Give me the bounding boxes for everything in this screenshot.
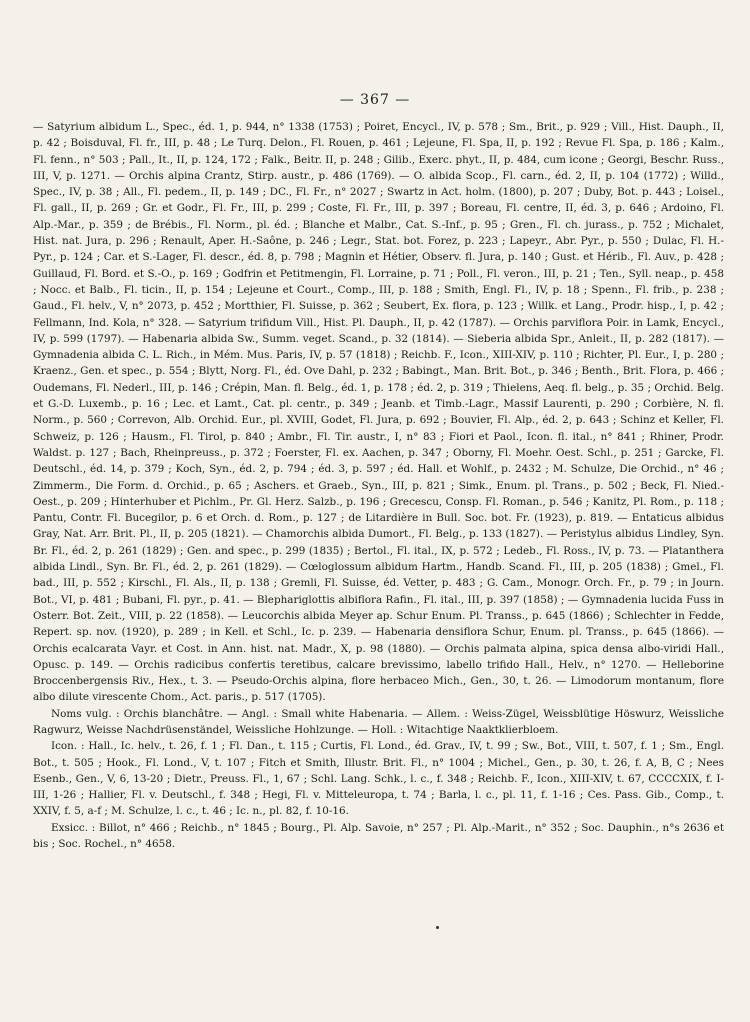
common-names-paragraph: Noms vulg. : Orchis blanchâtre. — Angl. : Small white Habenaria. — Allem. : Weiss-Zügel, Weissblütige Höswurz, Weissliche Ragwurz, Weisse Nachdrüsenständel, Weissliche Hohlzunge. — Holl. : Witachtige Naaktklierbloem.: [33, 707, 724, 736]
body-text: [33, 119, 724, 852]
page-number: — 367 —: [339, 92, 411, 108]
speck: [436, 926, 439, 929]
iconography-paragraph: Icon. : Hall., Ic. helv., t. 26, f. 1 ; Fl. Dan., t. 115 ; Curtis, Fl. Lond., éd. Grav., IV, t. 99 ; Sw., Bot., VIII, t. 507, f. 1 ; Sm., Engl. Bot., t. 505 ; Hook., Fl. Lond., V, t. 107 ; Fitch et Smith, Illustr. Brit. Fl., n° 1004 ; Michel., Gen., p. 30, t. 26, f. A, B, C ; Nees Esenb., Gen., V, 6, 13-20 ; Dietr., Preuss. Fl., 1, 67 ; Schl. Lang. Schk., l. c., f. 348 ; Reichb. F., Icon., XIII-XIV, t. 67, CCCCXIX, f. I-III, 1-26 ; Hallier, Fl. v. Deutschl., f. 348 ; Hegi, Fl. v. Mitteleuropa, t. 74 ; Barla, l. c., pl. 11, f. 1-16 ; Ces. Pass. Gib., Comp., t. XXIV, f. 5, a-f ; M. Schulze, l. c., t. 46 ; Ic. n., pl. 82, f. 10-16.: [33, 740, 724, 818]
exsiccata-paragraph: Exsicc. : Billot, n° 466 ; Reichb., n° 1845 ; Bourg., Pl. Alp. Savoie, n° 257 ; Pl. Alp.-Marit., n° 352 ; Soc. Dauphin., n°s 2636 et bis ; Soc. Rochel., n° 4658.: [33, 821, 724, 851]
synonymy-paragraph: — Satyrium albidum L., Spec., éd. 1, p. 944, n° 1338 (1753) ; Poiret, Encycl., IV, p. 578 ; Sm., Brit., p. 929 ; Vill., Hist. Dauph., II, p. 42 ; Boisduval, Fl. fr., III, p. 48 ; Le Turq. Delon., Fl. Rouen, p. 461 ; Lejeune, Fl. Spa, II, p. 192 ; Revue Fl. Spa, p. 186 ; Kalm., Fl. fenn., n° 503 ; Pall., It., II, p. 124, 172 ; Falk., Beitr. II, p. 248 ; Gilib., Exerc. phyt., II, p. 484, cum icone ; Georgi, Beschr. Russ., III, V, p. 1271. — Orchis alpina Crantz, Stirp. austr., p. 486 (1769). — O. albida Scop., Fl. carn., éd. 2, II, p. 104 (1772) ; Willd., Spec., IV, p. 38 ; All., Fl. pedem., II, p. 149 ; DC., Fl. Fr., n° 2027 ; Swartz in Act. holm. (1800), p. 207 ; Duby, Bot. p. 443 ; Loisel., Fl. gall., II, p. 269 ; Gr. et Godr., Fl. Fr., III, p. 299 ; Coste, Fl. Fr., III, p. 397 ; Boreau, Fl. centre, II, éd. 3, p. 646 ; Ardoino, Fl. Alp.-Mar., p. 359 ; de Brébis., Fl. Norm., pl. éd. ; Blanche et Malbr., Cat. S.-Inf., p. 95 ; Gren., Fl. ch. jurass., p. 752 ; Michalet, Hist. nat. Jura, p. 296 ; Renault, Aper. H.-Saône, p. 246 ; Legr., Stat. bot. Forez, p. 223 ; Lapeyr., Abr. Pyr., p. 550 ; Dulac, Fl. H.-Pyr., p. 124 ; Car. et S.-Lager, Fl. descr., éd. 8, p. 798 ; Magnin et Hétier, Observ. fl. Jura, p. 140 ; Gust. et Hérib., Fl. Auv., p. 428 ; Guillaud, Fl. Bord. et S.-O., p. 169 ; Godfrin et Petitmengin, Fl. Lorraine, p. 71 ; Poll., Fl. veron., III, p. 21 ; Ten., Syll. neap., p. 458 ; Nocc. et Balb., Fl. ticin., II, p. 154 ; Lejeune et Court., Comp., III, p. 188 ; Smith, Engl. Fl., IV, p. 18 ; Spenn., Fl. frib., p. 238 ; Gaud., Fl. helv., V, n° 2073, p. 452 ; Mortthier, Fl. Suisse, p. 362 ; Seubert, Ex. flora, p. 123 ; Willk. et Lang., Prodr. hisp., I, p. 42 ; Fellmann, Ind. Kola, n° 328. — Satyrium trifidum Vill., Hist. Pl. Dauph., II, p. 42 (1787). — Orchis parviflora Poir. in Lamk, Encycl., IV, p. 599 (1797). — Habenaria albida Sw., Summ. veget. Scand., p. 32 (1814). — Sieberia albida Spr., Anleit., II, p. 282 (1817). — Gymnadenia albida C. L. Rich., in Mém. Mus. Paris, IV, p. 57 (1818) ; Reichb. F., Icon., XIII-XIV, p. 110 ; Richter, Pl. Eur., I, p. 280 ; Kraenz., Gen. et spec., p. 554 ; Blytt, Norg. Fl., éd. Ove Dahl, p. 232 ; Babingt., Man. Brit. Bot., p. 346 ; Benth., Brit. Flora, p. 466 ; Oudemans, Fl. Nederl., III, p. 146 ; Crépin, Man. fl. Belg., éd. 1, p. 178 ; éd. 2, p. 319 ; Thielens, Aeq. fl. belg., p. 35 ; Orchid. Belg. et G.-D. Luxemb., p. 16 ; Lec. et Lamt., Cat. pl. centr., p. 349 ; Jeanb. et Timb.-Lagr., Massif Laurenti, p. 290 ; Corbière, N. fl. Norm., p. 560 ; Correvon, Alb. Orchid. Eur., pl. XVIII, Godet, Fl. Jura, p. 692 ; Bouvier, Fl. Alp., éd. 2, p. 643 ; Schinz et Keller, Fl. Schweiz, p. 126 ; Hausm., Fl. Tirol, p. 840 ; Ambr., Fl. Tir. austr., I, n° 83 ; Fiori et Paol., Icon. fl. ital., n° 841 ; Rhiner, Prodr. Waldst. p. 127 ; Bach, Rheinpreuss., p. 372 ; Foerster, Fl. ex. Aachen, p. 347 ; Oborny, Fl. Moehr. Oest. Schl., p. 251 ; Garcke, Fl. Deutschl., éd. 14, p. 379 ; Koch, Syn., éd. 2, p. 794 ; éd. 3, p. 597 ; éd. Hall. et Wohlf., p. 2432 ; M. Schulze, Die Orchid., n° 46 ; Zimmerm., Die Form. d. Orchid., p. 65 ; Aschers. et Graeb., Syn., III, p. 821 ; Simk., Enum. pl. Trans., p. 502 ; Beck, Fl. Nied.-Oest., p. 209 ; Hinterhuber et Pichlm., Pr. Gl. Herz. Salzb., p. 196 ; Grecescu, Consp. Fl. Roman., p. 546 ; Kanitz, Pl. Rom., p. 118 ; Pantu, Contr. Fl. Bucegilor, p. 6 et Orch. d. Rom., p. 127 ; de Litardière in Bull. Soc. bot. Fr. (1923), p. 819. — Entaticus albidus Gray, Nat. Arr. Brit. Pl., II, p. 205 (1821). — Chamorchis albida Dumort., Fl. Belg., p. 133 (1827). — Peristylus albidus Lindley, Syn. Br. Fl., éd. 2, p. 261 (1829) ; Gen. and spec., p. 299 (1835) ; Bertol., Fl. ital., IX, p. 572 ; Ledeb., Fl. Ross., IV, p. 73. — Platanthera albida Lindl., Syn. Br. Fl., éd. 2, p. 261 (1829). — Cœloglossum albidum Hartm., Handb. Scand. Fl., III, p. 205 (1838) ; Gmel., Fl. bad., III, p. 552 ; Kirschl., Fl. Als., II, p. 138 ; Gremli, Fl. Suisse, éd. Vetter, p. 483 ; G. Cam., Monogr. Orch. Fr., p. 79 ; in Journ. Bot., VI, p. 481 ; Bubani, Fl. pyr., p. 41. — Blephariglottis albiflora Rafin., Fl. ital., III, p. 397 (1858) ; — Gymnadenia lucida Fuss in Osterr. Bot. Zeit., VIII, p. 22 (1858). — Leucorchis albida Meyer ap. Schur Enum. Pl. Transs., p. 645 (1866) ; Schlechter in Fedde, Repert. sp. nov. (1920), p. 289 ; in Kell. et Schl., Ic. p. 239. — Habenaria densiflora Schur, Enum. pl. Transs., p. 645 (1866). — Orchis ecalcarata Vayr. et Cost. in Ann. hist. nat. Madr., X, p. 98 (1880). — Orchis palmata alpina, spica densa albo-viridi Hall., Opusc. p. 149. — Orchis radicibus confertis teretibus, calcare brevissimo, labello trifido Hall., Helv., n° 1270. — Helleborine Broccenbergensis Riv., Hex., t. 3. — Pseudo-Orchis alpina, flore herbaceo Mich., Gen., 30, t. 26. — Limodorum montanum, flore albo dilute virescente Chom., Act. paris., p. 517 (1705).: [33, 121, 724, 704]
